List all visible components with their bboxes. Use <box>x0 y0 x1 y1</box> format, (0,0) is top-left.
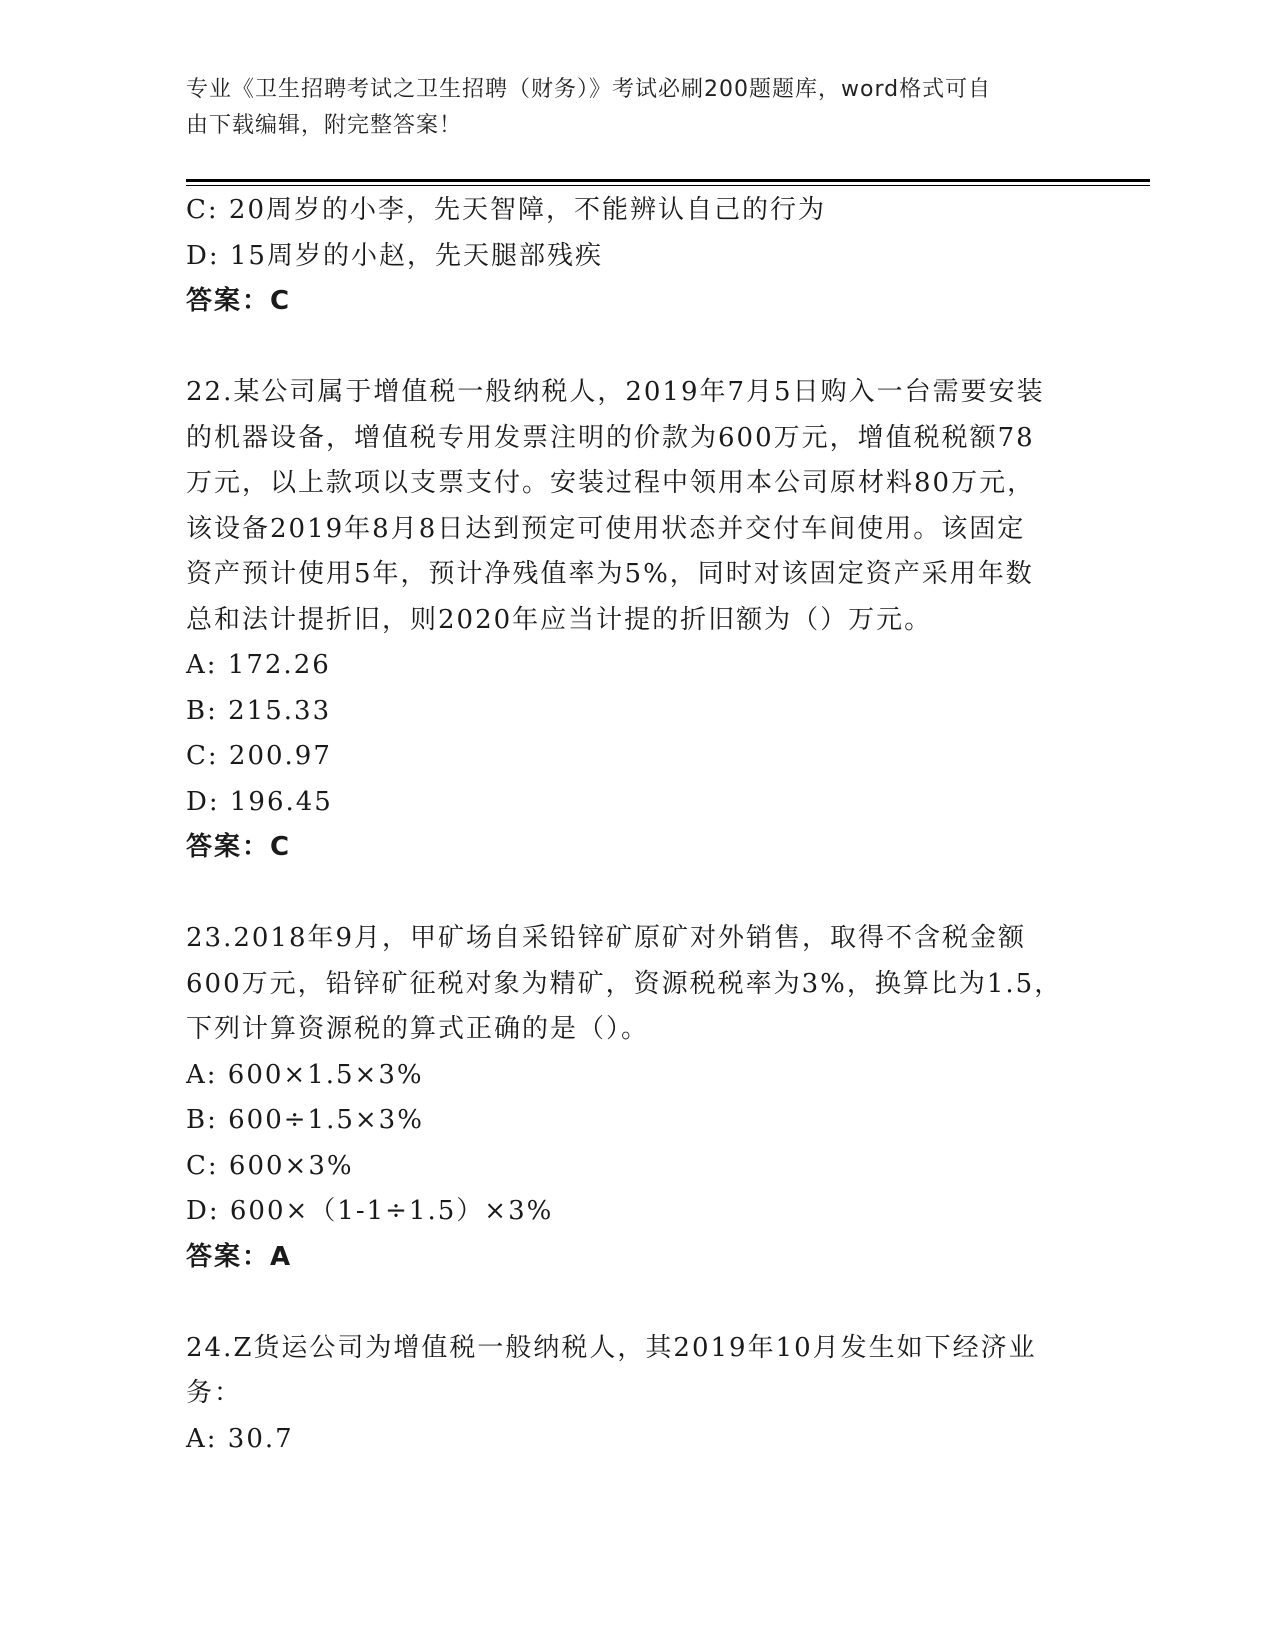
q22-text-line: 的机器设备，增值税专用发票注明的价款为600万元，增值税税额78 <box>186 422 1035 453</box>
spacer <box>186 871 1086 917</box>
q22-text-line: 资产预计使用5年，预计净残值率为5%，同时对该固定资产采用年数 <box>186 559 1034 589</box>
q22-text-line: 总和法计提折旧，则2020年应当计提的折旧额为（）万元。 <box>186 604 933 635</box>
q22-question <box>186 370 1086 643</box>
q24-question <box>186 1326 1086 1417</box>
header-title-line-1: 专业《卫生招聘考试之卫生招聘（财务）》考试必刷200题题库，word格式可自 <box>186 77 992 102</box>
q22-option-a: A: 172.26 <box>186 650 331 680</box>
q22-text-line: 22.某公司属于增值税一般纳税人，2019年7月5日购入一台需要安装 <box>186 377 1045 407</box>
spacer <box>186 325 1086 371</box>
header-rule-thin <box>186 185 1150 186</box>
q24-option-a: A: 30.7 <box>186 1423 294 1454</box>
q24-text-line: 务： <box>186 1378 243 1408</box>
q23-option-d: D: 600×（1-1÷1.5）×3% <box>186 1196 554 1226</box>
q21-option-d: D: 15周岁的小赵，先天腿部残疾 <box>186 240 603 271</box>
spacer <box>186 1280 1086 1326</box>
document-header <box>186 72 1066 144</box>
q22-option-d: D: 196.45 <box>186 786 333 817</box>
q23-option-c: C: 600×3% <box>186 1150 354 1181</box>
q22-option-b: B: 215.33 <box>186 695 332 726</box>
q23-answer: 答案：A <box>186 1241 293 1272</box>
q22-answer: 答案：C <box>186 832 292 862</box>
q23-text-line: 600万元，铅锌矿征税对象为精矿，资源税税率为3%，换算比为1.5， <box>186 968 1063 999</box>
q21-answer: 答案：C <box>186 286 292 316</box>
q21-option-c: C: 20周岁的小李，先天智障，不能辨认自己的行为 <box>186 195 827 225</box>
header-rule-thick <box>186 179 1150 182</box>
header-title-line-2: 由下载编辑，附完整答案！ <box>186 113 463 138</box>
q23-text-line: 23.2018年9月，甲矿场自采铅锌矿原矿对外销售，取得不含税金额 <box>186 923 1027 953</box>
q23-question <box>186 916 1086 1053</box>
q23-option-a: A: 600×1.5×3% <box>186 1059 424 1090</box>
q23-option-b: B: 600÷1.5×3% <box>186 1105 424 1135</box>
q23-text-line: 下列计算资源税的算式正确的是（）。 <box>186 1014 650 1044</box>
q22-text-line: 该设备2019年8月8日达到预定可使用状态并交付车间使用。该固定 <box>186 513 1026 544</box>
q24-text-line: 24.Z货运公司为增值税一般纳税人，其2019年10月发生如下经济业 <box>186 1332 1037 1363</box>
q22-option-c: C: 200.97 <box>186 741 332 771</box>
document-body <box>186 188 1086 1462</box>
q22-text-line: 万元，以上款项以支票支付。安装过程中领用本公司原材料80万元， <box>186 468 1036 498</box>
